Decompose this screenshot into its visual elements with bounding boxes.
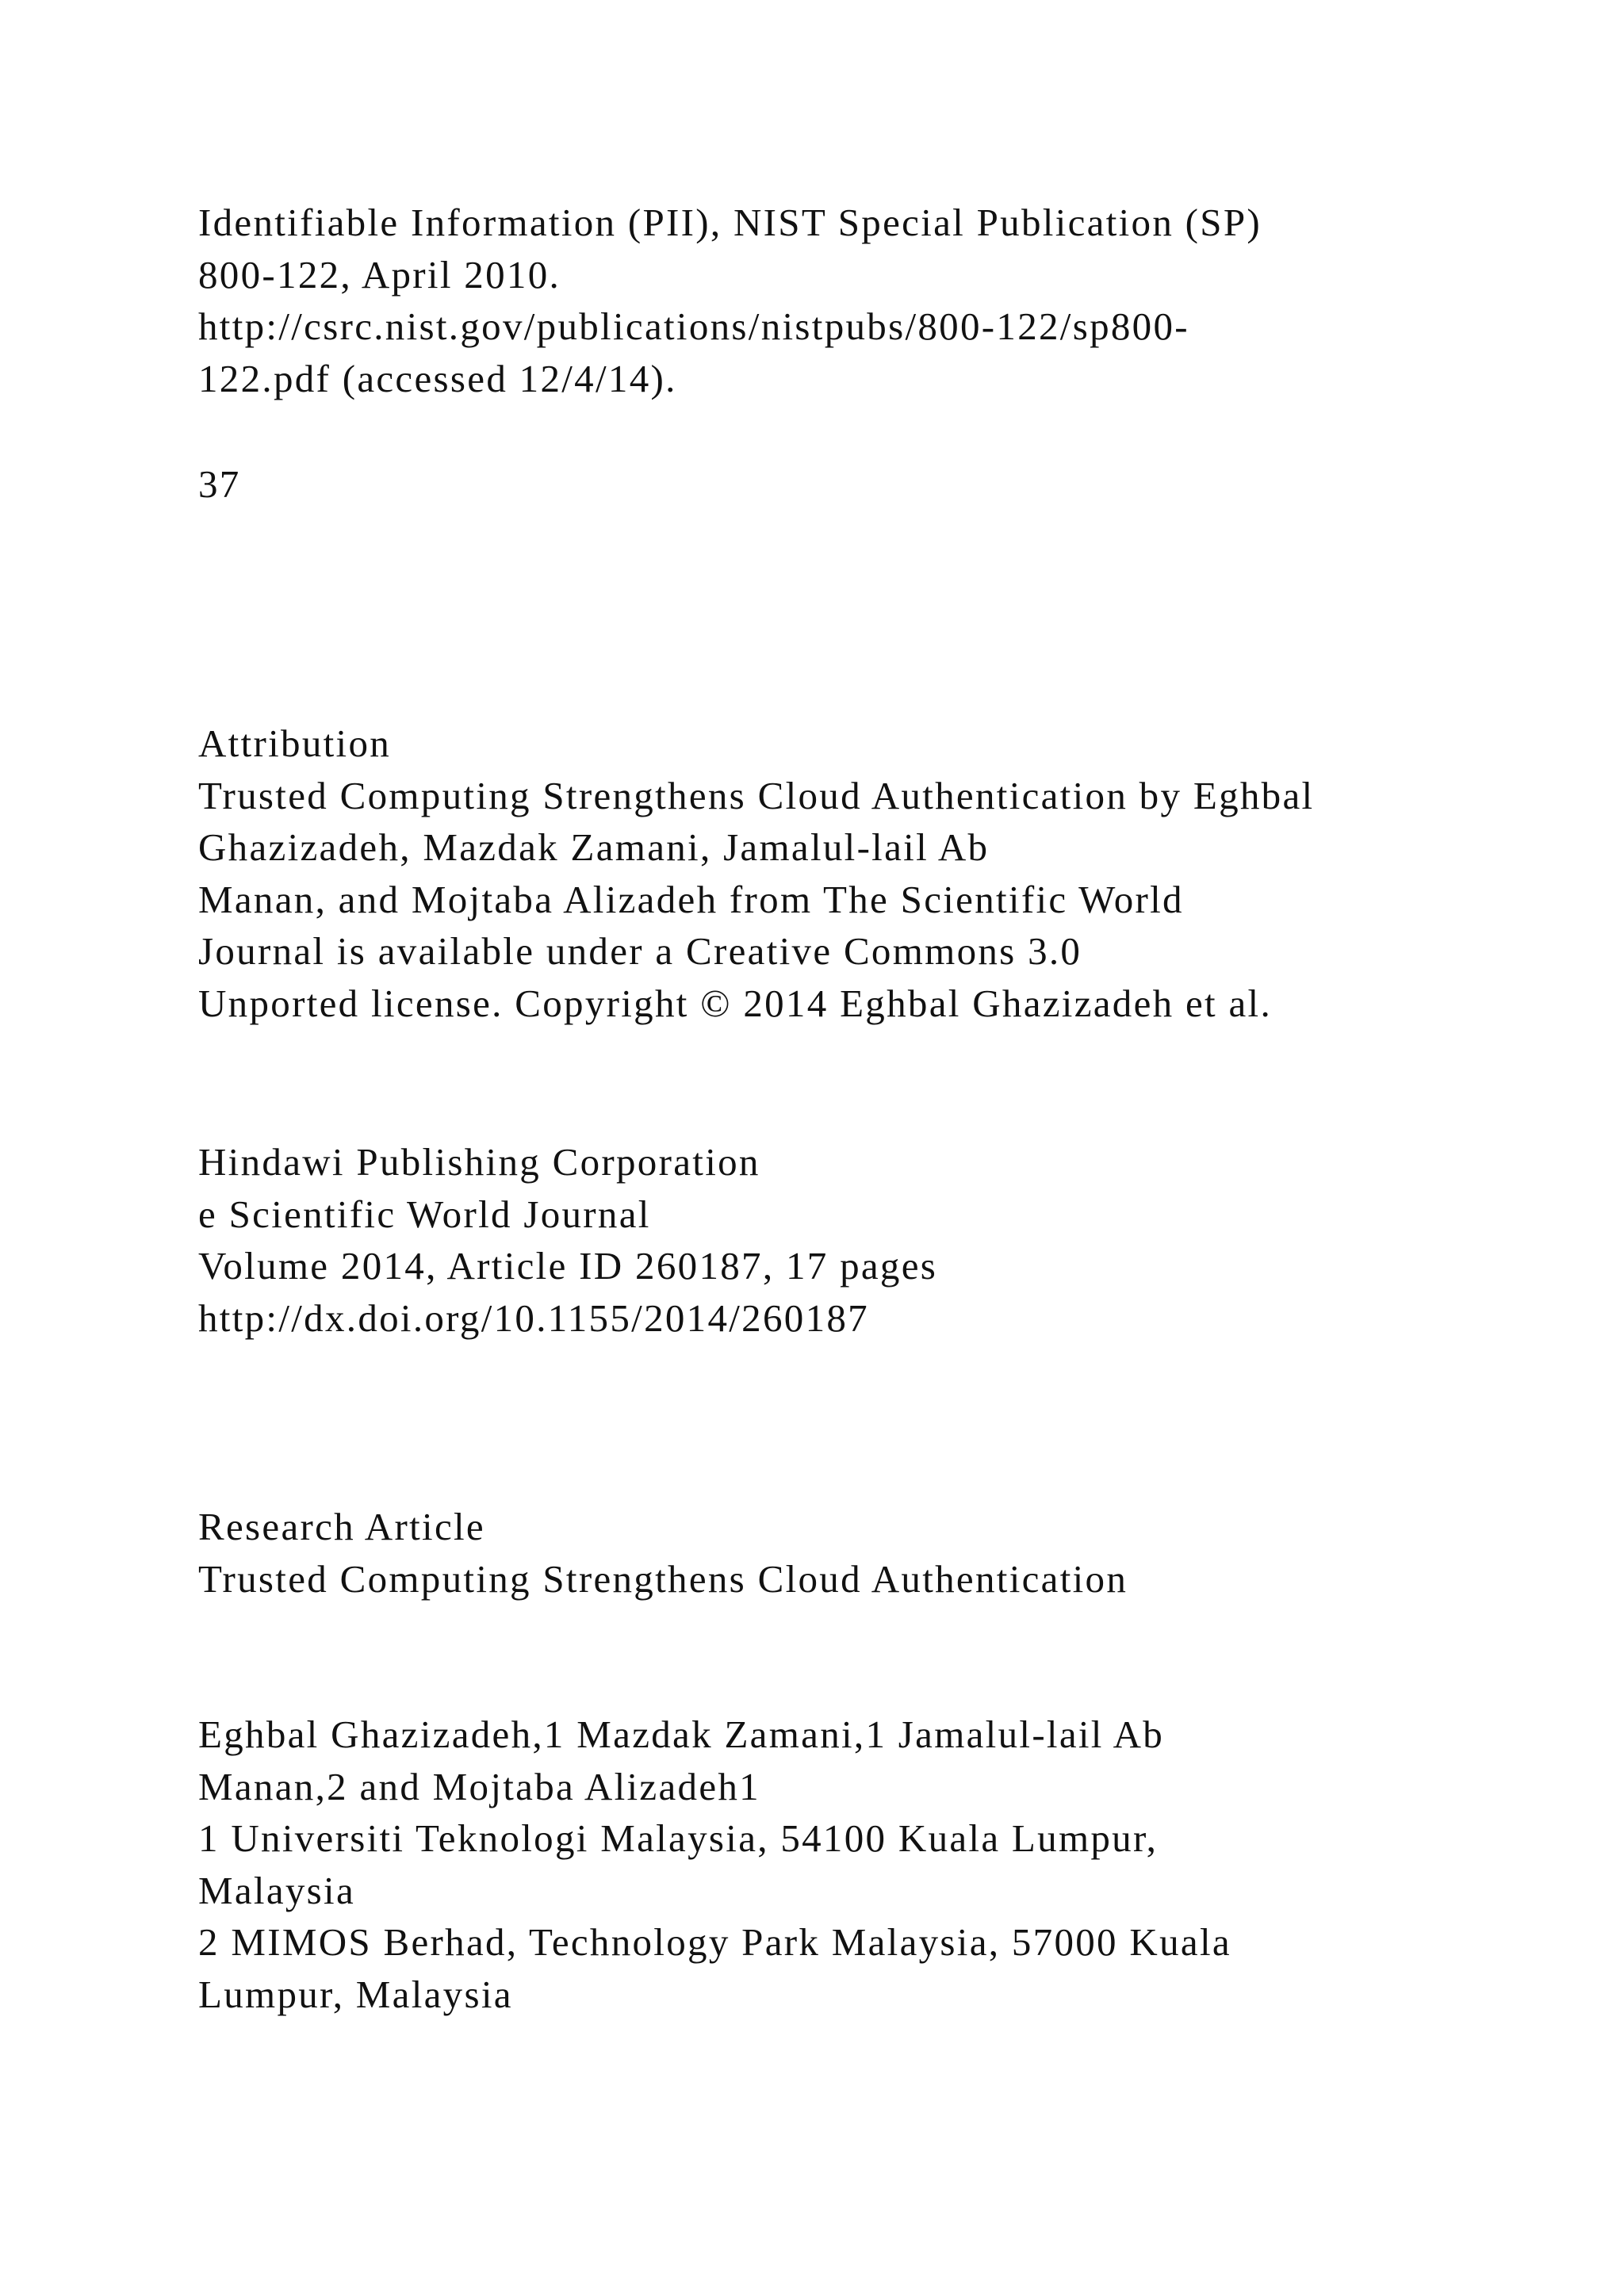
authors-line: Eghbal Ghazizadeh,1 Mazdak Zamani,1 Jamalul-lail Ab [198,1712,1165,1756]
attribution-line: Unported license. Copyright © 2014 Eghbal Ghazizadeh et al. [198,981,1273,1025]
article-type: Research Article [198,1505,485,1548]
article-title: Trusted Computing Strengthens Cloud Authentication [198,1556,1128,1601]
attribution-section [198,718,1546,1029]
authors-line: Manan,2 and Mojtaba Alizadeh1 [198,1764,760,1808]
reference-line: Identifiable Information (PII), NIST Special Publication (SP) [198,201,1262,244]
authors-affiliations [198,1709,1546,2020]
volume-info: Volume 2014, Article ID 260187, 17 pages [198,1244,938,1288]
reference-tail [198,197,1546,404]
affiliation-line: Lumpur, Malaysia [198,1972,513,2016]
attribution-heading: Attribution [198,721,392,765]
attribution-line: Trusted Computing Strengthens Cloud Authentication by Eghbal [198,773,1315,817]
attribution-line: Journal is available under a Creative Commons 3.0 [198,929,1082,973]
article-header [198,1501,1546,1605]
reference-url-line: 122.pdf (accessed 12/4/14). [198,356,677,400]
affiliation-line: 2 MIMOS Berhad, Technology Park Malaysia, 57000 Kuala [198,1920,1231,1964]
doi-link: http://dx.doi.org/10.1155/2014/260187 [198,1295,869,1340]
reference-line: 800-122, April 2010. [198,252,561,297]
page-number-block [198,458,1546,511]
affiliation-line: 1 Universiti Teknologi Malaysia, 54100 Kuala Lumpur, [198,1816,1159,1860]
publisher-name: Hindawi Publishing Corporation [198,1140,760,1184]
attribution-line: Manan, and Mojtaba Alizadeh from The Scientific World [198,877,1184,921]
publisher-info [198,1136,1546,1344]
page-number: 37 [198,462,241,506]
affiliation-line: Malaysia [198,1868,356,1912]
journal-name: e Scientific World Journal [198,1192,651,1236]
reference-url-line: http://csrc.nist.gov/publications/nistpubs/800-122/sp800- [198,304,1189,348]
attribution-line: Ghazizadeh, Mazdak Zamani, Jamalul-lail Ab [198,825,990,869]
